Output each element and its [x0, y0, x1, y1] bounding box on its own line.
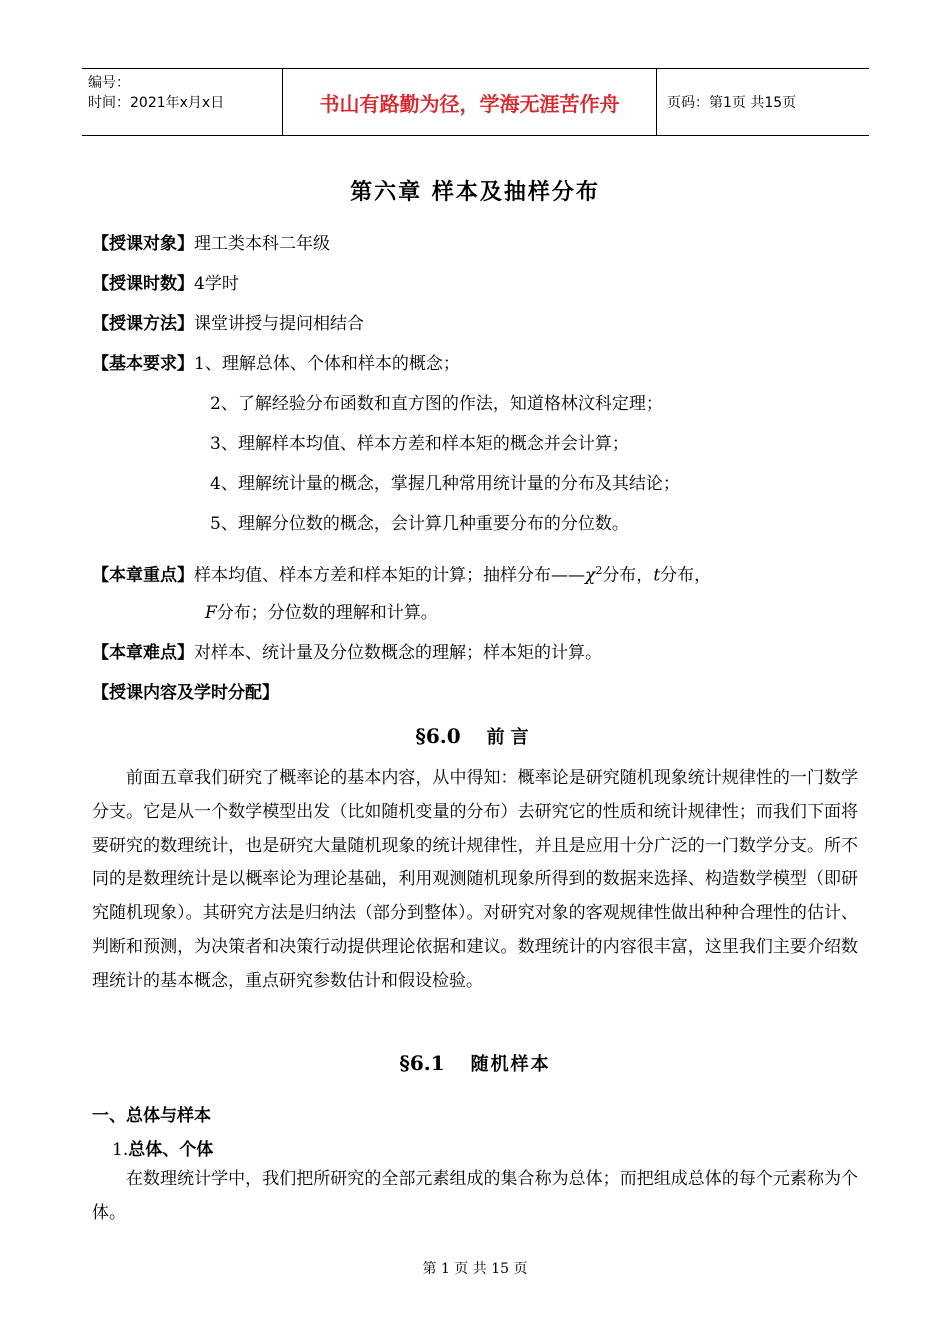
page-header-table	[82, 68, 869, 136]
method-line	[92, 311, 364, 337]
requirements-line	[92, 351, 460, 377]
intro-paragraph: 前面五章我们研究了概率论的基本内容，从中得知：概率论是研究随机现象统计规律性的一门数学分支。它是从一个数学模型出发（比如随机变量的分布）去研究它的性质和统计规律性；而我们下面将要研究的数理统计，也是研究大量随机现象的统计规律性，并且是应用十分广泛的一门数学分支。所不同的是数理统计是以概率论为理论基础，利用观测随机现象所得到的数据来选择、构造数学模型（即研究随机现象）。其研究方法是归纳法（部分到整体）。对研究对象的客观规律性做出种种合理性的估计、判断和预测，为决策者和决策行动提供理论依据和建议。数理统计的内容很丰富，这里我们主要介绍数理统计的基本概念，重点研究参数估计和假设检验。	[92, 768, 858, 991]
difficulties-line	[92, 640, 602, 666]
key-points-line-2	[205, 600, 438, 626]
item-paragraph: 在数理统计学中，我们把所研究的全部元素组成的集合称为总体；而把组成总体的每个元素称为个体。	[92, 1169, 858, 1223]
section-number: §6.0	[415, 724, 461, 748]
hours-label: 【授课时数】	[92, 274, 194, 294]
section-number: §6.1	[399, 1051, 445, 1075]
key-points-text: 分布，	[660, 565, 712, 586]
requirement-item: 3、理解样本均值、样本方差和样本矩的概念并会计算；	[210, 434, 629, 454]
section-6-0-heading	[0, 723, 950, 749]
chi-symbol: χ	[585, 565, 596, 586]
header-motto: 书山有路勤为径，学海无涯苦作舟	[282, 69, 657, 135]
requirement-item: 5、理解分位数的概念，会计算几种重要分布的分位数。	[210, 514, 629, 534]
difficulties-label: 【本章难点】	[92, 643, 194, 663]
audience-line	[92, 231, 330, 257]
header-left-cell	[82, 69, 282, 135]
audience-value: 理工类本科二年级	[194, 234, 330, 254]
requirement-item: 2、了解经验分布函数和直方图的作法，知道格林汶科定理；	[210, 394, 663, 414]
f-symbol: F	[205, 603, 217, 623]
method-value: 课堂讲授与提问相结合	[194, 314, 364, 334]
number-label: 编号：	[88, 75, 130, 91]
item-heading	[112, 1135, 213, 1160]
key-points-label: 【本章重点】	[92, 565, 194, 586]
method-label: 【授课方法】	[92, 314, 194, 334]
key-points-text: 分布，	[602, 565, 654, 586]
section-name: 随机样本	[470, 1054, 551, 1075]
page-footer: 第 1 页 共 15 页	[422, 1261, 528, 1277]
difficulties-value: 对样本、统计量及分位数概念的理解；样本矩的计算。	[194, 643, 602, 663]
section-6-1-heading	[0, 1050, 950, 1076]
requirements-label: 【基本要求】	[92, 354, 194, 374]
time-label: 时间：2021年x月x日	[88, 95, 225, 111]
t-symbol: t	[653, 565, 661, 586]
audience-label: 【授课对象】	[92, 234, 194, 254]
chi-superscript: 2	[595, 564, 603, 577]
key-points-text: 样本均值、样本方差和样本矩的计算；抽样分布——	[194, 565, 585, 586]
content-allocation-label: 【授课内容及学时分配】	[92, 683, 279, 703]
chapter-title: 第六章 样本及抽样分布	[350, 180, 600, 205]
item-title: 总体、个体	[128, 1140, 214, 1160]
hours-value: 4学时	[194, 274, 239, 294]
key-points-text: 分布；分位数的理解和计算。	[216, 603, 438, 623]
subsection-heading: 一、总体与样本	[92, 1106, 211, 1126]
header-page-info: 页码：第1页 共15页	[667, 95, 797, 111]
item-number: 1.	[112, 1140, 129, 1160]
hours-line	[92, 271, 239, 297]
requirement-item: 1、理解总体、个体和样本的概念；	[194, 354, 460, 374]
requirement-item: 4、理解统计量的概念，掌握几种常用统计量的分布及其结论；	[210, 474, 680, 494]
section-name: 前言	[486, 727, 535, 748]
content-allocation-line	[92, 680, 279, 706]
key-points-line	[92, 558, 711, 589]
